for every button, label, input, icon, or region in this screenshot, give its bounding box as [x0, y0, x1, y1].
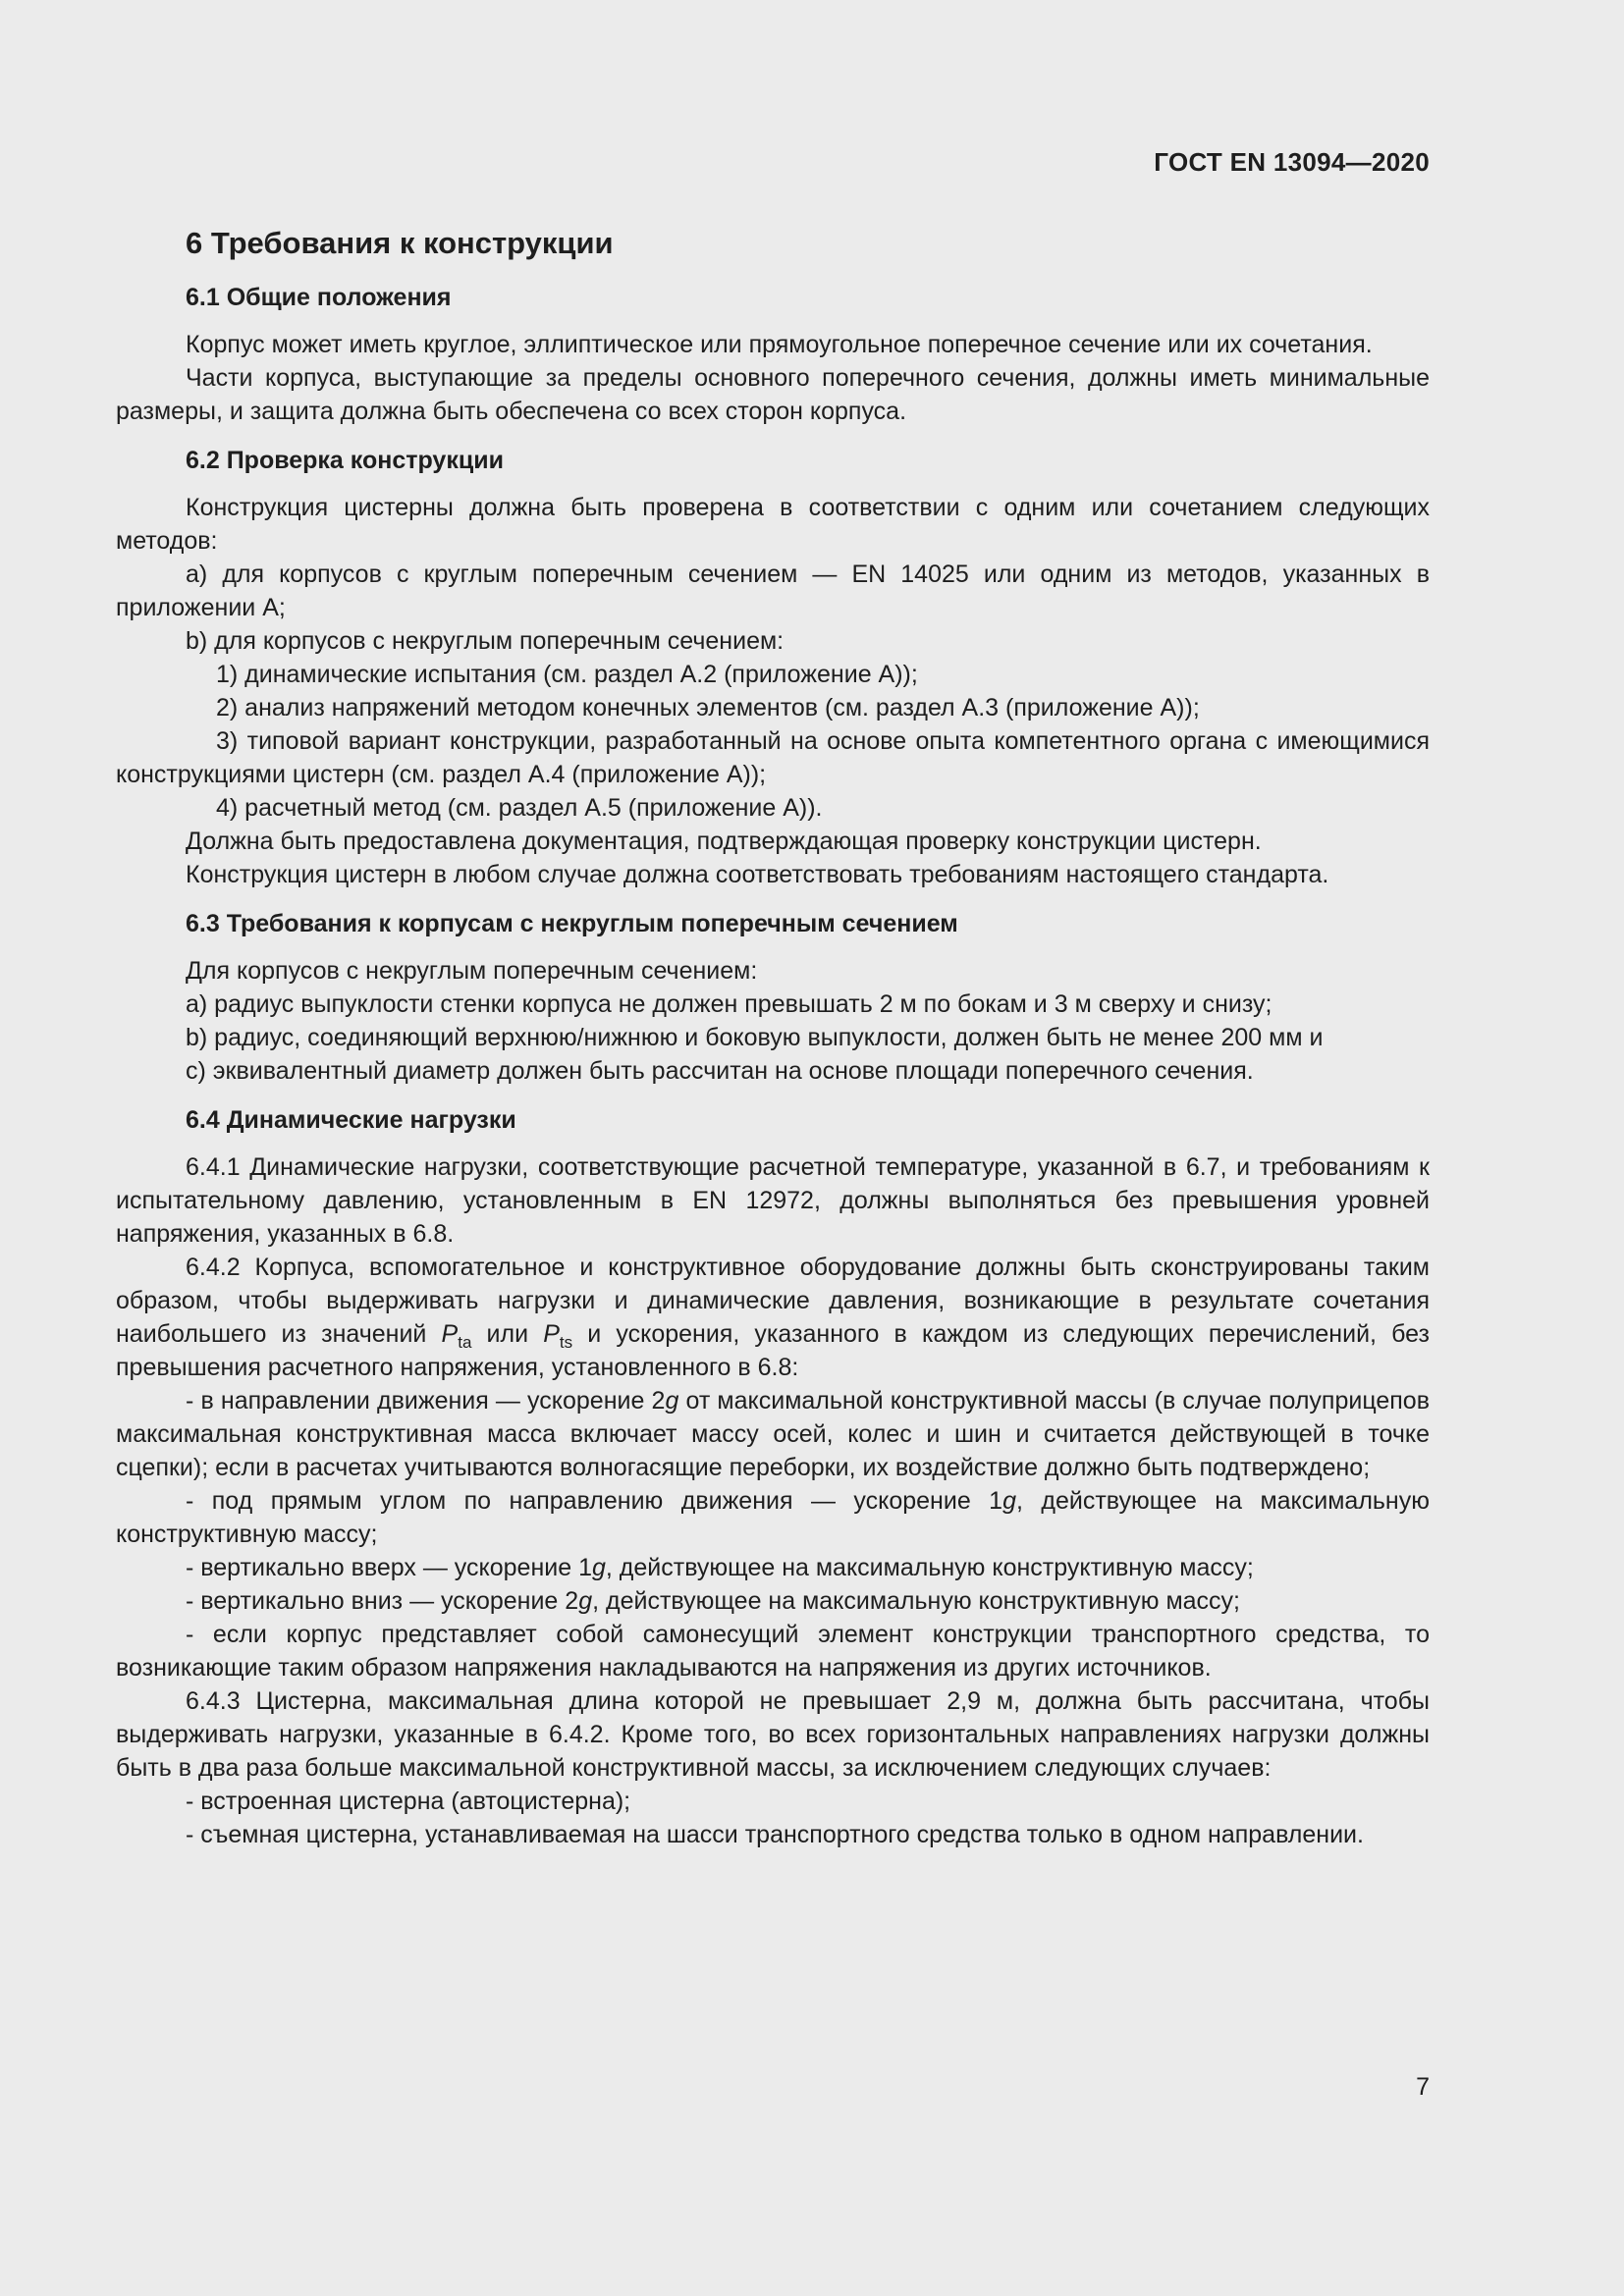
- dash-item: - съемная цистерна, устанавливаемая на шасси транспортного средства только в одном направлении.: [186, 1821, 1364, 1848]
- paragraph: Для корпусов с некруглым поперечным сечением:: [186, 957, 758, 985]
- dash-item: - встроенная цистерна (автоцистерна);: [186, 1788, 631, 1815]
- dash-item: - вертикально вверх — ускорение 1g, действующее на максимальную конструктивную массу;: [186, 1554, 1254, 1581]
- list-item: c) эквивалентный диаметр должен быть рассчитан на основе площади поперечного сечения.: [186, 1057, 1254, 1085]
- dash-item: - под прямым углом по направлению движения — ускорение 1g, действующее на максимальную конструктивную массу;: [116, 1487, 1430, 1548]
- subscript: ta: [458, 1333, 472, 1352]
- paragraph: Должна быть предоставлена документация, подтверждающая проверку конструкции цистерн.: [186, 828, 1262, 855]
- dash-item: - если корпус представляет собой самонесущий элемент конструкции транспортного средства, то возникающие таким образом напряжения накладываются на напряжения из других источников.: [116, 1621, 1430, 1682]
- paragraph-6-4-1: 6.4.1 Динамические нагрузки, соответствующие расчетной температуре, указанной в 6.7, и требованиям к испытательному давлению, установленным в EN 12972, должны выполняться без превышения уровней напряжения, указанных в 6.8.: [116, 1153, 1430, 1248]
- symbol-p: P: [543, 1320, 560, 1348]
- paragraph: Корпус может иметь круглое, эллиптическое или прямоугольное поперечное сечение или их сочетания.: [186, 331, 1373, 358]
- list-item: b) для корпусов с некруглым поперечным сечением:: [186, 627, 785, 655]
- subsection-title-6-3: 6.3 Требования к корпусам с некруглым поперечным сечением: [186, 910, 958, 937]
- sub-list-item: 4) расчетный метод (см. раздел А.5 (приложение А)).: [216, 794, 823, 822]
- list-item: a) для корпусов с круглым поперечным сечением — EN 14025 или одним из методов, указанных в приложении А;: [116, 561, 1430, 621]
- paragraph-6-4-2: 6.4.2 Корпуса, вспомогательное и конструктивное оборудование должны быть сконструированы таким образом, чтобы выдерживать нагрузки и динамические давления, возникающие в результате сочетания наибольшего из значений $P_{ta}$ или $P_{ts}$ и ускорения, указанного в каждом из следующих перечислений, без превышения расчетного напряжения, установленного в 6.8:: [116, 1254, 1430, 1381]
- section-title: 6 Требования к конструкции: [186, 226, 614, 260]
- subsection-title-6-2: 6.2 Проверка конструкции: [186, 447, 504, 474]
- sub-list-item: 3) типовой вариант конструкции, разработанный на основе опыта компетентного органа с имеющимися конструкциями цистерн (см. раздел А.4 (приложение А));: [116, 727, 1430, 788]
- document-body: [116, 224, 1430, 1851]
- page-number: 7: [1416, 2073, 1430, 2101]
- subsection-title-6-1: 6.1 Общие положения: [186, 284, 452, 311]
- paragraph: Части корпуса, выступающие за пределы основного поперечного сечения, должны иметь минимальные размеры, и защита должна быть обеспечена со всех сторон корпуса.: [116, 364, 1430, 425]
- dash-item: - вертикально вниз — ускорение 2g, действующее на максимальную конструктивную массу;: [186, 1587, 1241, 1615]
- subsection-title-6-4: 6.4 Динамические нагрузки: [186, 1106, 516, 1134]
- list-item: b) радиус, соединяющий верхнюю/нижнюю и боковую выпуклости, должен быть не менее 200 мм и: [186, 1024, 1324, 1051]
- dash-item: - в направлении движения — ускорение 2g от максимальной конструктивной массы (в случае полуприцепов максимальная конструктивная масса включает массу осей, колес и шин и считается действующей в точке сцепки); если в расчетах учитываются волногасящие переборки, их воздействие должно быть подтверждено;: [116, 1387, 1430, 1481]
- paragraph: Конструкция цистерны должна быть проверена в соответствии с одним или сочетанием следующих методов:: [116, 494, 1430, 555]
- sub-list-item: 2) анализ напряжений методом конечных элементов (см. раздел А.3 (приложение А));: [216, 694, 1200, 721]
- paragraph-6-4-3: 6.4.3 Цистерна, максимальная длина которой не превышает 2,9 м, должна быть рассчитана, чтобы выдерживать нагрузки, указанные в 6.4.2. Кроме того, во всех горизонтальных направлениях нагрузки должны быть в два раза больше максимальной конструктивной массы, за исключением следующих случаев:: [116, 1687, 1430, 1782]
- paragraph: Конструкция цистерн в любом случае должна соответствовать требованиям настоящего стандарта.: [186, 861, 1329, 888]
- subscript: ts: [559, 1333, 573, 1352]
- list-item: a) радиус выпуклости стенки корпуса не должен превышать 2 м по бокам и 3 м сверху и снизу;: [186, 990, 1272, 1018]
- sub-list-item: 1) динамические испытания (см. раздел А.2 (приложение А));: [216, 661, 918, 688]
- symbol-p: P: [441, 1320, 459, 1348]
- document-code: ГОСТ EN 13094—2020: [1154, 147, 1430, 177]
